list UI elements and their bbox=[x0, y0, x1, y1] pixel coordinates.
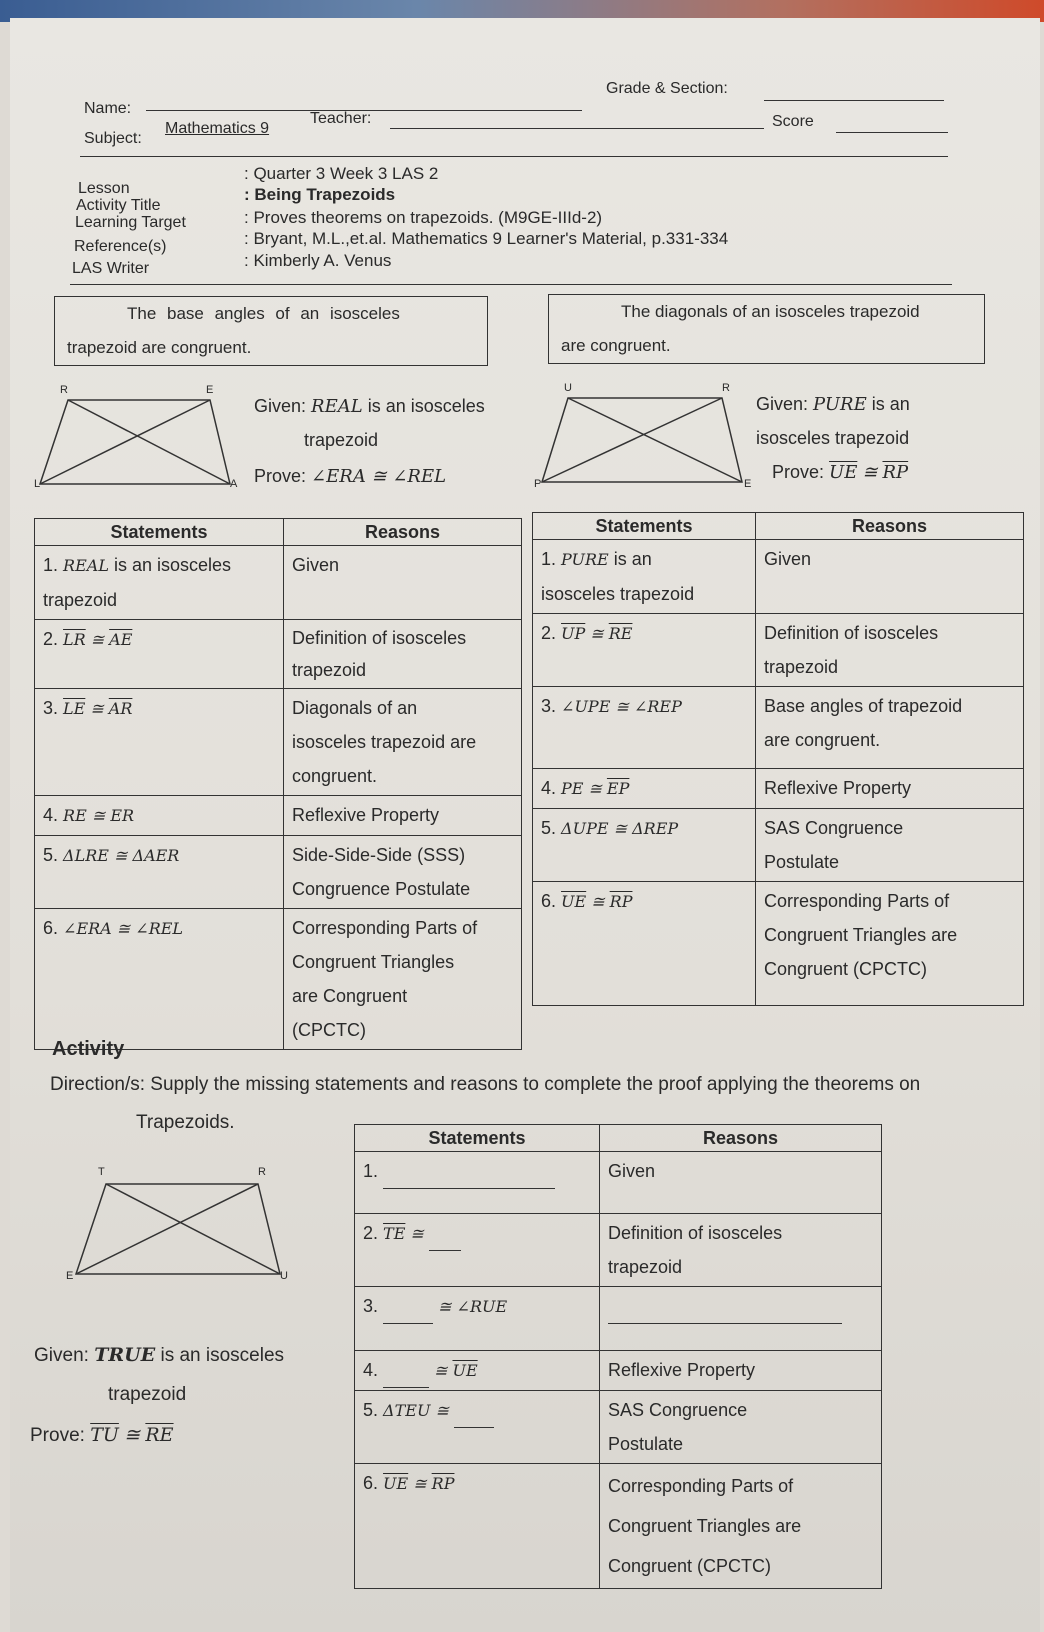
proof2-statement-3: 3. ∠UPE ≅ ∠REP bbox=[533, 687, 756, 769]
vertex-label-t: T bbox=[98, 1166, 105, 1178]
references-label: Reference(s) bbox=[74, 238, 167, 255]
given-true-line-1: Given: TRUE is an isosceles bbox=[34, 1344, 285, 1366]
learning-target-label: Learning Target bbox=[75, 214, 186, 231]
activity-statement-5: 5. ΔTEU ≅ bbox=[355, 1391, 600, 1464]
directions-line-1: Direction/s: Supply the missing statements and reasons to complete the proof applying the theorems on bbox=[50, 1074, 921, 1095]
given-pure-line-1: Given: PURE is an bbox=[756, 394, 910, 415]
blank-statement-1[interactable] bbox=[383, 1154, 555, 1189]
theorem-1-line-2: trapezoid are congruent. bbox=[67, 338, 252, 357]
activity-reason-5: SAS Congruence Postulate bbox=[600, 1391, 882, 1464]
theorem-2-line-1: The diagonals of an isosceles trapezoid bbox=[621, 302, 920, 321]
trapezoid-figure-real bbox=[34, 382, 238, 492]
activity-title-value: : Being Trapezoids bbox=[244, 185, 396, 204]
proof-table-real bbox=[34, 518, 522, 1050]
proof1-statement-3: 3. $\overline{LE}$ ≅ $\overline{AR}$ bbox=[35, 689, 284, 796]
blank-statement-5[interactable] bbox=[454, 1393, 494, 1428]
proof1-reason-3: Diagonals of an isosceles trapezoid are congruent. bbox=[284, 689, 522, 796]
score-line bbox=[836, 132, 948, 133]
proof1-reason-2: Definition of isosceles trapezoid bbox=[284, 620, 522, 689]
proof1-statement-2: 2. $\overline{LR}$ ≅ $\overline{AE}$ bbox=[35, 620, 284, 689]
statements-header: Statements bbox=[35, 519, 284, 546]
vertex-label-e: E bbox=[206, 384, 214, 396]
blank-statement-2[interactable] bbox=[429, 1216, 461, 1251]
header-divider bbox=[80, 156, 948, 157]
trapezoid-figure-true bbox=[62, 1166, 302, 1286]
proof2-reason-1: Given bbox=[756, 540, 1024, 614]
las-writer-value: : Kimberly A. Venus bbox=[244, 251, 392, 270]
proof-table-pure bbox=[532, 512, 1024, 1006]
activity-reason-6: Corresponding Parts of Congruent Triangles are Congruent (CPCTC) bbox=[600, 1464, 882, 1589]
proof2-reason-3: Base angles of trapezoid are congruent. bbox=[756, 687, 1024, 769]
subject-value: Mathematics 9 bbox=[165, 120, 270, 137]
activity-statement-1: 1. bbox=[355, 1152, 600, 1214]
teacher-line bbox=[390, 128, 764, 129]
name-label: Name: bbox=[84, 100, 132, 117]
vertex-label-r2: R bbox=[722, 382, 730, 394]
blank-reason-3[interactable] bbox=[608, 1289, 842, 1324]
activity-statement-6: 6. $\overline{UE}$ ≅ $\overline{RP}$ bbox=[355, 1464, 600, 1589]
activity-reason-2: Definition of isosceles trapezoid bbox=[600, 1214, 882, 1287]
vertex-label-a: A bbox=[230, 478, 238, 490]
activity-reason-1: Given bbox=[600, 1152, 882, 1214]
vertex-label-r3: R bbox=[258, 1166, 266, 1178]
learning-target-value: : Proves theorems on trapezoids. (M9GE-IIId-2) bbox=[244, 208, 603, 227]
proof1-reason-5: Side-Side-Side (SSS) Congruence Postulate bbox=[284, 836, 522, 909]
las-writer-label: LAS Writer bbox=[72, 260, 150, 277]
reasons-header-3: Reasons bbox=[600, 1125, 882, 1152]
grade-section-label: Grade & Section: bbox=[606, 80, 728, 97]
reasons-header: Reasons bbox=[284, 519, 522, 546]
proof2-statement-5: 5. ΔUPE ≅ ΔREP bbox=[533, 809, 756, 882]
reasons-header-2: Reasons bbox=[756, 513, 1024, 540]
teacher-label: Teacher: bbox=[310, 110, 372, 127]
lesson-value: : Quarter 3 Week 3 LAS 2 bbox=[244, 164, 439, 183]
activity-title-label: Activity Title bbox=[76, 197, 161, 214]
proof2-reason-2: Definition of isosceles trapezoid bbox=[756, 614, 1024, 687]
proof2-statement-1: 1. PURE is an isosceles trapezoid bbox=[533, 540, 756, 614]
blank-statement-3[interactable] bbox=[383, 1289, 433, 1324]
proof2-statement-4: 4. PE ≅ $\overline{EP}$ bbox=[533, 769, 756, 809]
directions-line-2: Trapezoids. bbox=[136, 1112, 235, 1133]
score-label: Score bbox=[772, 113, 814, 130]
activity-statement-2: 2. $\overline{TE}$ ≅ bbox=[355, 1214, 600, 1287]
given-pure-line-2: isosceles trapezoid bbox=[756, 428, 910, 448]
proof2-statement-6: 6. $\overline{UE}$ ≅ $\overline{RP}$ bbox=[533, 882, 756, 1006]
proof1-statement-4: 4. RE ≅ ER bbox=[35, 796, 284, 836]
references-value: : Bryant, M.L.,et.al. Mathematics 9 Learner's Material, p.331-334 bbox=[244, 229, 729, 248]
given-real-line-2: trapezoid bbox=[304, 430, 379, 450]
theorem-box-base-angles bbox=[54, 296, 488, 366]
activity-reason-4: Reflexive Property bbox=[600, 1351, 882, 1391]
prove-true: Prove: $\overline{TU}$ ≅ $\overline{RE}$ bbox=[30, 1424, 174, 1446]
prove-real: Prove: ∠ERA ≅ ∠REL bbox=[254, 466, 447, 487]
proof1-reason-4: Reflexive Property bbox=[284, 796, 522, 836]
proof1-statement-6: 6. ∠ERA ≅ ∠REL bbox=[35, 909, 284, 1050]
vertex-label-r: R bbox=[60, 384, 68, 396]
grade-section-line bbox=[764, 100, 944, 101]
vertex-label-p: P bbox=[534, 478, 542, 490]
proof2-reason-6: Corresponding Parts of Congruent Triangles are Congruent (CPCTC) bbox=[756, 882, 1024, 1006]
proof2-reason-4: Reflexive Property bbox=[756, 769, 1024, 809]
activity-heading: Activity bbox=[52, 1038, 125, 1060]
vertex-label-l: L bbox=[34, 478, 41, 490]
activity-proof-table bbox=[354, 1124, 882, 1589]
statements-header-2: Statements bbox=[533, 513, 756, 540]
theorem-2-line-2: are congruent. bbox=[561, 336, 671, 355]
vertex-label-e3: E bbox=[66, 1270, 74, 1282]
trapezoid-figure-pure bbox=[534, 382, 754, 492]
lesson-label: Lesson bbox=[78, 180, 130, 197]
activity-statement-4: 4. ≅ $\overline{UE}$ bbox=[355, 1351, 600, 1391]
vertex-label-e2: E bbox=[744, 478, 752, 490]
proof1-reason-1: Given bbox=[284, 546, 522, 620]
blank-statement-4[interactable] bbox=[383, 1353, 429, 1388]
vertex-label-u3: U bbox=[280, 1270, 288, 1282]
proof1-statement-5: 5. ΔLRE ≅ ΔAER bbox=[35, 836, 284, 909]
info-divider bbox=[70, 284, 952, 285]
proof1-reason-6: Corresponding Parts of Congruent Triangles are Congruent (CPCTC) bbox=[284, 909, 522, 1050]
proof2-statement-2: 2. $\overline{UP}$ ≅ $\overline{RE}$ bbox=[533, 614, 756, 687]
given-true-line-2: trapezoid bbox=[108, 1384, 187, 1405]
prove-pure: Prove: $\overline{UE}$ ≅ $\overline{RP}$ bbox=[772, 462, 909, 483]
proof2-reason-5: SAS Congruence Postulate bbox=[756, 809, 1024, 882]
subject-label: Subject: bbox=[84, 130, 142, 147]
proof1-statement-1: 1. REAL is an isosceles trapezoid bbox=[35, 546, 284, 620]
activity-reason-3 bbox=[600, 1287, 882, 1351]
vertex-label-u: U bbox=[564, 382, 572, 394]
activity-statement-3: 3. ≅ ∠RUE bbox=[355, 1287, 600, 1351]
statements-header-3: Statements bbox=[355, 1125, 600, 1152]
theorem-box-diagonals bbox=[548, 294, 985, 364]
given-real-line-1: Given: REAL is an isosceles bbox=[254, 396, 485, 417]
theorem-1-line-1: The base angles of an isosceles bbox=[127, 304, 400, 323]
